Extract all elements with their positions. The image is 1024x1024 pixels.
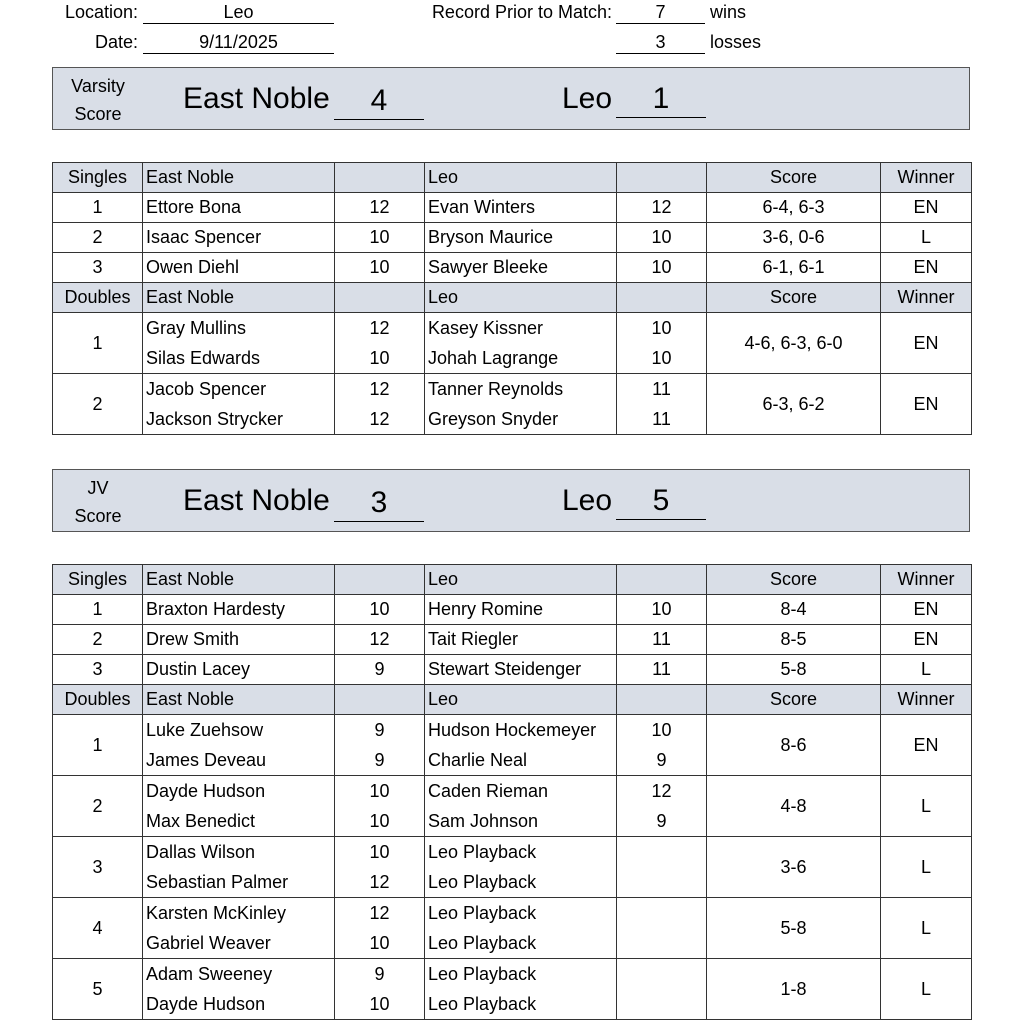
away-grade: [620, 898, 703, 928]
home-pair: [143, 837, 335, 898]
table-row: [53, 253, 972, 283]
wins-value: 7: [616, 2, 705, 24]
away-grade: 12: [651, 781, 672, 801]
match-score: 5-8: [707, 655, 881, 685]
col-home: East Noble: [143, 163, 335, 193]
table-row: [53, 776, 972, 837]
away-player: Leo Playback: [428, 933, 537, 953]
table-row: [53, 595, 972, 625]
col-home: East Noble: [143, 565, 335, 595]
col-home-grade: [335, 685, 425, 715]
away-pair: [425, 374, 617, 435]
home-grades: [335, 959, 425, 1020]
match-no: 3: [53, 837, 143, 898]
match-no: 4: [53, 898, 143, 959]
home-grade: 10: [335, 595, 425, 625]
away-grade: 9: [656, 811, 667, 831]
match-no: 3: [53, 655, 143, 685]
losses-label: losses: [710, 32, 762, 52]
away-player: Sam Johnson: [428, 811, 539, 831]
match-score: 8-4: [707, 595, 881, 625]
away-grade: 12: [617, 193, 707, 223]
away-grade: 11: [652, 379, 671, 399]
match-no: 5: [53, 959, 143, 1020]
wins-label: wins: [710, 2, 747, 22]
match-winner: L: [881, 898, 972, 959]
home-grade: 10: [369, 348, 390, 368]
jv-label: JV: [87, 478, 109, 498]
away-player: Evan Winters: [425, 193, 617, 223]
match-winner: L: [881, 776, 972, 837]
varsity-singles-header: [53, 163, 972, 193]
away-player: Caden Rieman: [428, 781, 549, 801]
losses-value: 3: [616, 32, 705, 54]
match-winner: L: [881, 837, 972, 898]
away-player: Leo Playback: [428, 994, 537, 1014]
match-score: 3-6: [707, 837, 881, 898]
varsity-score-label: Score: [74, 104, 122, 124]
away-pair: [425, 313, 617, 374]
col-away-grade: [617, 163, 707, 193]
away-player: Stewart Steidenger: [425, 655, 617, 685]
table-row: [53, 655, 972, 685]
home-grade: 9: [374, 750, 385, 770]
away-grade: 10: [617, 595, 707, 625]
away-pair: [425, 837, 617, 898]
away-grade: 10: [617, 223, 707, 253]
home-pair: [143, 959, 335, 1020]
home-grade: 12: [335, 193, 425, 223]
home-grade: 12: [369, 409, 390, 429]
away-pair: [425, 898, 617, 959]
home-grade: 10: [335, 253, 425, 283]
match-winner: EN: [881, 313, 972, 374]
table-row: [53, 374, 972, 435]
home-grade: 10: [369, 811, 390, 831]
match-winner: L: [881, 959, 972, 1020]
away-grade: 11: [617, 625, 707, 655]
away-grade: [620, 959, 703, 989]
col-away: Leo: [425, 283, 617, 313]
away-player: Sawyer Bleeke: [425, 253, 617, 283]
match-score: 4-6, 6-3, 6-0: [707, 313, 881, 374]
home-grades: [335, 837, 425, 898]
match-no: 1: [53, 193, 143, 223]
home-player: Sebastian Palmer: [146, 872, 289, 892]
away-player: Tait Riegler: [425, 625, 617, 655]
home-player: Ettore Bona: [143, 193, 335, 223]
table-row: [53, 625, 972, 655]
match-score: 6-3, 6-2: [707, 374, 881, 435]
match-winner: EN: [881, 253, 972, 283]
home-player: James Deveau: [146, 750, 267, 770]
jv-home-score: 3: [334, 485, 424, 522]
home-player: Isaac Spencer: [143, 223, 335, 253]
date-value: 9/11/2025: [143, 32, 334, 54]
home-grade: 10: [369, 781, 390, 801]
col-away-grade: [617, 565, 707, 595]
away-grade: 11: [617, 655, 707, 685]
away-grades: [617, 898, 707, 959]
match-score: 1-8: [707, 959, 881, 1020]
away-player: Greyson Snyder: [428, 409, 559, 429]
table-row: [53, 313, 972, 374]
home-grade: 12: [369, 903, 390, 923]
col-winner: Winner: [881, 283, 972, 313]
home-player: Jacob Spencer: [146, 379, 267, 399]
away-pair: [425, 715, 617, 776]
home-player: Owen Diehl: [143, 253, 335, 283]
match-winner: EN: [881, 374, 972, 435]
varsity-home-team: East Noble: [183, 82, 330, 115]
home-pair: [143, 715, 335, 776]
away-grades: [617, 837, 707, 898]
home-grades: [335, 898, 425, 959]
match-no: 1: [53, 715, 143, 776]
away-player: Tanner Reynolds: [428, 379, 564, 399]
home-grade: 12: [369, 318, 390, 338]
match-winner: L: [881, 655, 972, 685]
col-winner: Winner: [881, 685, 972, 715]
record-label: Record Prior to Match:: [431, 2, 612, 22]
away-grade: [620, 928, 703, 958]
away-grades: [617, 776, 707, 837]
match-no: 2: [53, 223, 143, 253]
home-player: Dustin Lacey: [143, 655, 335, 685]
home-player: Silas Edwards: [146, 348, 261, 368]
away-player: Johah Lagrange: [428, 348, 559, 368]
col-away: Leo: [425, 163, 617, 193]
home-grade: 10: [369, 933, 390, 953]
col-type: Doubles: [53, 685, 143, 715]
match-no: 2: [53, 374, 143, 435]
col-home-grade: [335, 565, 425, 595]
col-score: Score: [707, 283, 881, 313]
home-grade: 12: [369, 379, 390, 399]
away-grade: 10: [651, 348, 672, 368]
col-away: Leo: [425, 565, 617, 595]
jv-score-box: [52, 469, 970, 532]
match-no: 1: [53, 595, 143, 625]
away-player: Charlie Neal: [428, 750, 528, 770]
home-grade: 9: [335, 655, 425, 685]
home-grade: 12: [335, 625, 425, 655]
date-label: Date:: [94, 32, 138, 52]
home-pair: [143, 898, 335, 959]
col-away-grade: [617, 685, 707, 715]
jv-home-team: East Noble: [183, 484, 330, 517]
match-score: 6-1, 6-1: [707, 253, 881, 283]
home-player: Dayde Hudson: [146, 994, 266, 1014]
table-row: [53, 837, 972, 898]
away-grade: [620, 989, 703, 1019]
match-score: 8-6: [707, 715, 881, 776]
away-player: Leo Playback: [428, 872, 537, 892]
col-score: Score: [707, 163, 881, 193]
table-row: [53, 898, 972, 959]
home-pair: [143, 776, 335, 837]
table-row: [53, 193, 972, 223]
varsity-label: Varsity: [71, 76, 125, 96]
away-grades: [617, 313, 707, 374]
jv-doubles-header: [53, 685, 972, 715]
home-grade: 12: [369, 872, 390, 892]
home-grade: 10: [369, 994, 390, 1014]
match-score: 4-8: [707, 776, 881, 837]
varsity-doubles-header: [53, 283, 972, 313]
col-winner: Winner: [881, 163, 972, 193]
away-grade: 10: [651, 720, 672, 740]
table-row: [53, 223, 972, 253]
col-home: East Noble: [143, 283, 335, 313]
away-player: Bryson Maurice: [425, 223, 617, 253]
jv-away-score: 5: [616, 483, 706, 520]
away-player: Leo Playback: [428, 842, 537, 862]
col-score: Score: [707, 565, 881, 595]
away-grade: 10: [651, 318, 672, 338]
col-score: Score: [707, 685, 881, 715]
match-no: 1: [53, 313, 143, 374]
jv-away-team: Leo: [562, 484, 613, 517]
col-home-grade: [335, 163, 425, 193]
table-row: [53, 959, 972, 1020]
match-winner: L: [881, 223, 972, 253]
jv-score-label: Score: [74, 506, 122, 526]
away-grades: [617, 715, 707, 776]
match-score: 3-6, 0-6: [707, 223, 881, 253]
away-grade: [620, 837, 703, 867]
varsity-match-table: [52, 162, 972, 435]
away-player: Leo Playback: [428, 903, 537, 923]
match-score: 6-4, 6-3: [707, 193, 881, 223]
away-grade: 10: [617, 253, 707, 283]
home-player: Karsten McKinley: [146, 903, 287, 923]
away-pair: [425, 776, 617, 837]
home-player: Max Benedict: [146, 811, 256, 831]
away-grades: [617, 959, 707, 1020]
home-pair: [143, 313, 335, 374]
col-type: Singles: [53, 163, 143, 193]
home-grade: 9: [374, 720, 385, 740]
home-grades: [335, 374, 425, 435]
home-grade: 10: [335, 223, 425, 253]
home-grades: [335, 776, 425, 837]
away-player: Kasey Kissner: [428, 318, 544, 338]
home-pair: [143, 374, 335, 435]
home-player: Adam Sweeney: [146, 964, 273, 984]
away-player: Hudson Hockemeyer: [428, 720, 597, 740]
home-grades: [335, 313, 425, 374]
home-player: Braxton Hardesty: [143, 595, 335, 625]
col-type: Singles: [53, 565, 143, 595]
away-grades: [617, 374, 707, 435]
match-no: 2: [53, 625, 143, 655]
home-player: Dallas Wilson: [146, 842, 256, 862]
varsity-score-box: [52, 67, 970, 130]
home-grade: 9: [374, 964, 385, 984]
match-winner: EN: [881, 625, 972, 655]
match-no: 3: [53, 253, 143, 283]
away-grade: 11: [652, 409, 671, 429]
match-score: 8-5: [707, 625, 881, 655]
home-grades: [335, 715, 425, 776]
match-no: 2: [53, 776, 143, 837]
match-score: 5-8: [707, 898, 881, 959]
col-away-grade: [617, 283, 707, 313]
home-player: Luke Zuehsow: [146, 720, 264, 740]
col-home-grade: [335, 283, 425, 313]
away-grade: 9: [656, 750, 667, 770]
location-value: Leo: [143, 2, 334, 24]
away-player: Leo Playback: [428, 964, 537, 984]
varsity-away-team: Leo: [562, 82, 613, 115]
location-label: Location:: [64, 2, 138, 22]
away-grade: [620, 867, 703, 897]
home-player: Gabriel Weaver: [146, 933, 271, 953]
match-winner: EN: [881, 715, 972, 776]
match-winner: EN: [881, 595, 972, 625]
home-player: Drew Smith: [143, 625, 335, 655]
col-type: Doubles: [53, 283, 143, 313]
home-grade: 10: [369, 842, 390, 862]
col-winner: Winner: [881, 565, 972, 595]
varsity-away-score: 1: [616, 81, 706, 118]
match-winner: EN: [881, 193, 972, 223]
jv-match-table: [52, 564, 972, 1020]
home-player: Gray Mullins: [146, 318, 247, 338]
home-player: Dayde Hudson: [146, 781, 266, 801]
away-player: Henry Romine: [425, 595, 617, 625]
home-player: Jackson Strycker: [146, 409, 284, 429]
table-row: [53, 715, 972, 776]
away-pair: [425, 959, 617, 1020]
varsity-home-score: 4: [334, 83, 424, 120]
col-home: East Noble: [143, 685, 335, 715]
jv-singles-header: [53, 565, 972, 595]
col-away: Leo: [425, 685, 617, 715]
